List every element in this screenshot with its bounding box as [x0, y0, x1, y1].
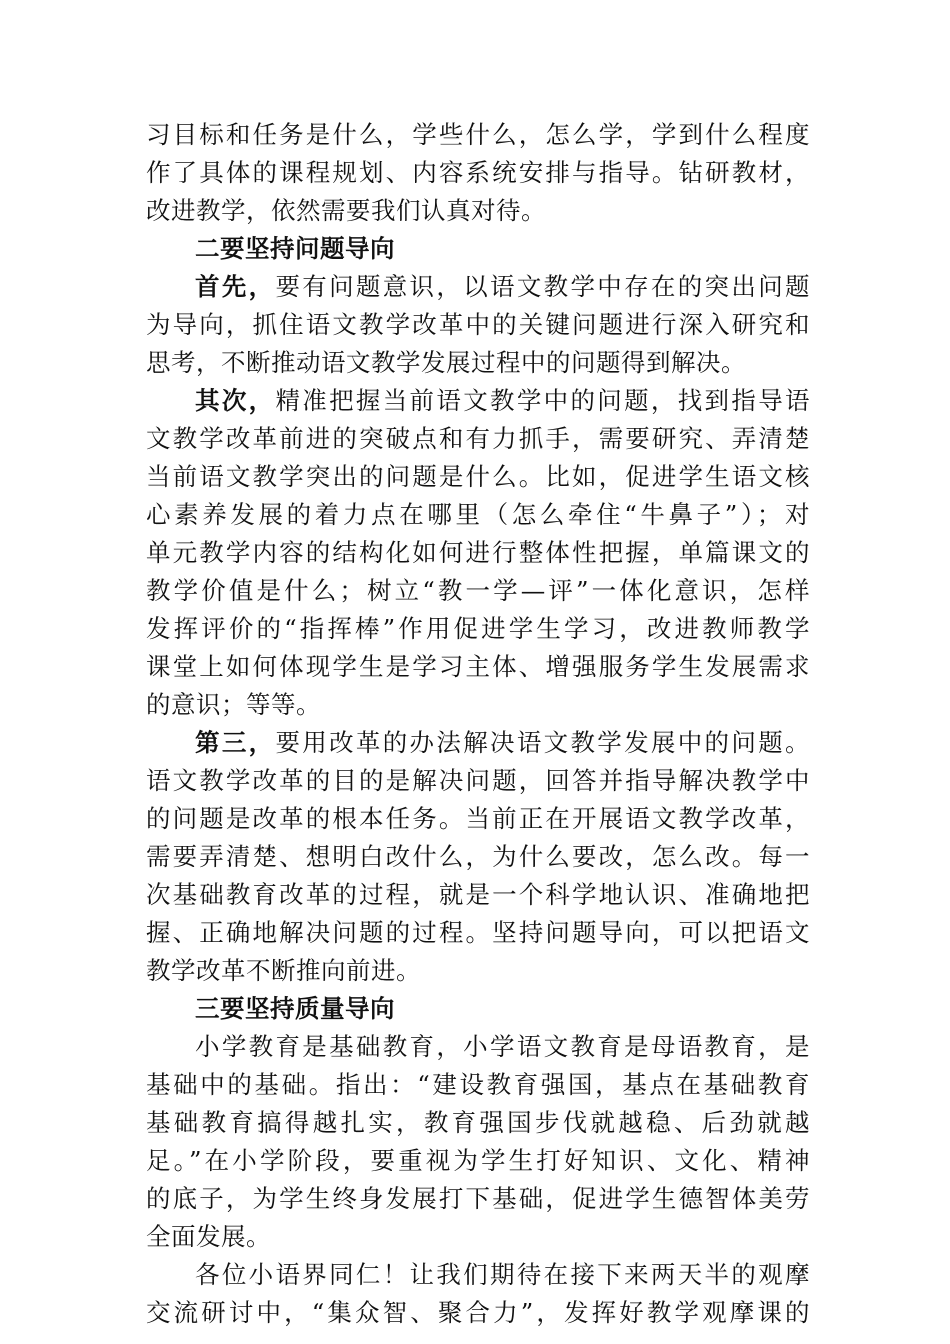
line-text: 改进教学，依然需要我们认真对待。: [146, 196, 546, 225]
line-text: 需要弄清楚、想明白改什么，为什么要改，怎么改。每一: [146, 842, 810, 871]
text-line: [146, 876, 810, 914]
text-line: [146, 1104, 810, 1142]
paragraph-lead: 第三，: [195, 728, 276, 757]
line-text: 三要坚持质量导向: [195, 994, 395, 1023]
line-text: 足。”在小学阶段，要重视为学生打好知识、文化、精神: [146, 1146, 810, 1175]
line-text: 的底子，为学生终身发展打下基础，促进学生德智体美劳: [146, 1184, 810, 1213]
line-text: 基础中的基础。指出：“建设教育强国，基点在基础教育: [146, 1070, 810, 1099]
line-text: 心素养发展的着力点在哪里（怎么牵住“牛鼻子”）；对: [146, 500, 810, 529]
section-heading: [146, 230, 810, 268]
line-text: 小学教育是基础教育，小学语文教育是母语教育，是: [195, 1032, 810, 1061]
line-text: 为导向，抓住语文教学改革中的关键问题进行深入研究和: [146, 310, 810, 339]
line-text: 教学价值是什么；树立“教一学—评”一体化意识，怎样: [146, 576, 810, 605]
text-line: [146, 1256, 810, 1294]
line-text: 基础教育搞得越扎实，教育强国步伐就越稳、后劲就越: [146, 1108, 810, 1137]
text-line: [146, 192, 810, 230]
line-text: 思考，不断推动语文教学发展过程中的问题得到解决。: [146, 348, 746, 377]
line-text: 精准把握当前语文教学中的问题，找到指导语: [275, 386, 810, 415]
line-text: 习目标和任务是什么，学些什么，怎么学，学到什么程度: [146, 120, 810, 149]
text-line: [146, 268, 810, 306]
text-line: [146, 1142, 810, 1180]
line-text: 要有问题意识，以语文教学中存在的突出问题: [275, 272, 810, 301]
line-text: 作了具体的课程规划、内容系统安排与指导。钻研教材，: [146, 158, 810, 187]
text-line: [146, 458, 810, 496]
text-line: [146, 1218, 810, 1256]
text-line: [146, 306, 810, 344]
line-text: 交流研讨中，“集众智、聚合力”，发挥好教学观摩课的: [146, 1298, 810, 1327]
line-text: 语文教学改革的目的是解决问题，回答并指导解决教学中: [146, 766, 810, 795]
text-line: [146, 724, 810, 762]
text-line: [146, 382, 810, 420]
paragraph-lead: 首先，: [195, 272, 276, 301]
line-text: 课堂上如何体现学生是学习主体、增强服务学生发展需求: [146, 652, 810, 681]
text-line: [146, 762, 810, 800]
text-line: [146, 154, 810, 192]
text-line: [146, 420, 810, 458]
line-text: 全面发展。: [146, 1222, 271, 1251]
line-text: 的问题是改革的根本任务。当前正在开展语文教学改革，: [146, 804, 810, 833]
line-text: 握、正确地解决问题的过程。坚持问题导向，可以把语文: [146, 918, 810, 947]
text-line: [146, 116, 810, 154]
text-line: [146, 1028, 810, 1066]
text-line: [146, 800, 810, 838]
text-line: [146, 838, 810, 876]
line-text: 发挥评价的“指挥棒”作用促进学生学习，改进教师教学: [146, 614, 810, 643]
line-text: 当前语文教学突出的问题是什么。比如，促进学生语文核: [146, 462, 810, 491]
text-line: [146, 344, 810, 382]
section-heading: [146, 990, 810, 1028]
line-text: 二要坚持问题导向: [195, 234, 395, 263]
text-line: [146, 1294, 810, 1332]
text-line: [146, 1180, 810, 1218]
line-text: 的意识；等等。: [146, 690, 321, 719]
text-line: [146, 1066, 810, 1104]
line-text: 文教学改革前进的突破点和有力抓手，需要研究、弄清楚: [146, 424, 810, 453]
body-text: [146, 116, 810, 1332]
text-line: [146, 610, 810, 648]
line-text: 各位小语界同仁！让我们期待在接下来两天半的观摩: [195, 1260, 810, 1289]
text-line: [146, 534, 810, 572]
paragraph-lead: 其次，: [195, 386, 276, 415]
text-line: [146, 686, 810, 724]
line-text: 次基础教育改革的过程，就是一个科学地认识、准确地把: [146, 880, 810, 909]
line-text: 教学改革不断推向前进。: [146, 956, 421, 985]
line-text: 单元教学内容的结构化如何进行整体性把握，单篇课文的: [146, 538, 810, 567]
text-line: [146, 496, 810, 534]
text-line: [146, 572, 810, 610]
text-line: [146, 648, 810, 686]
line-text: 要用改革的办法解决语文教学发展中的问题。: [275, 728, 810, 757]
text-line: [146, 914, 810, 952]
text-line: [146, 952, 810, 990]
